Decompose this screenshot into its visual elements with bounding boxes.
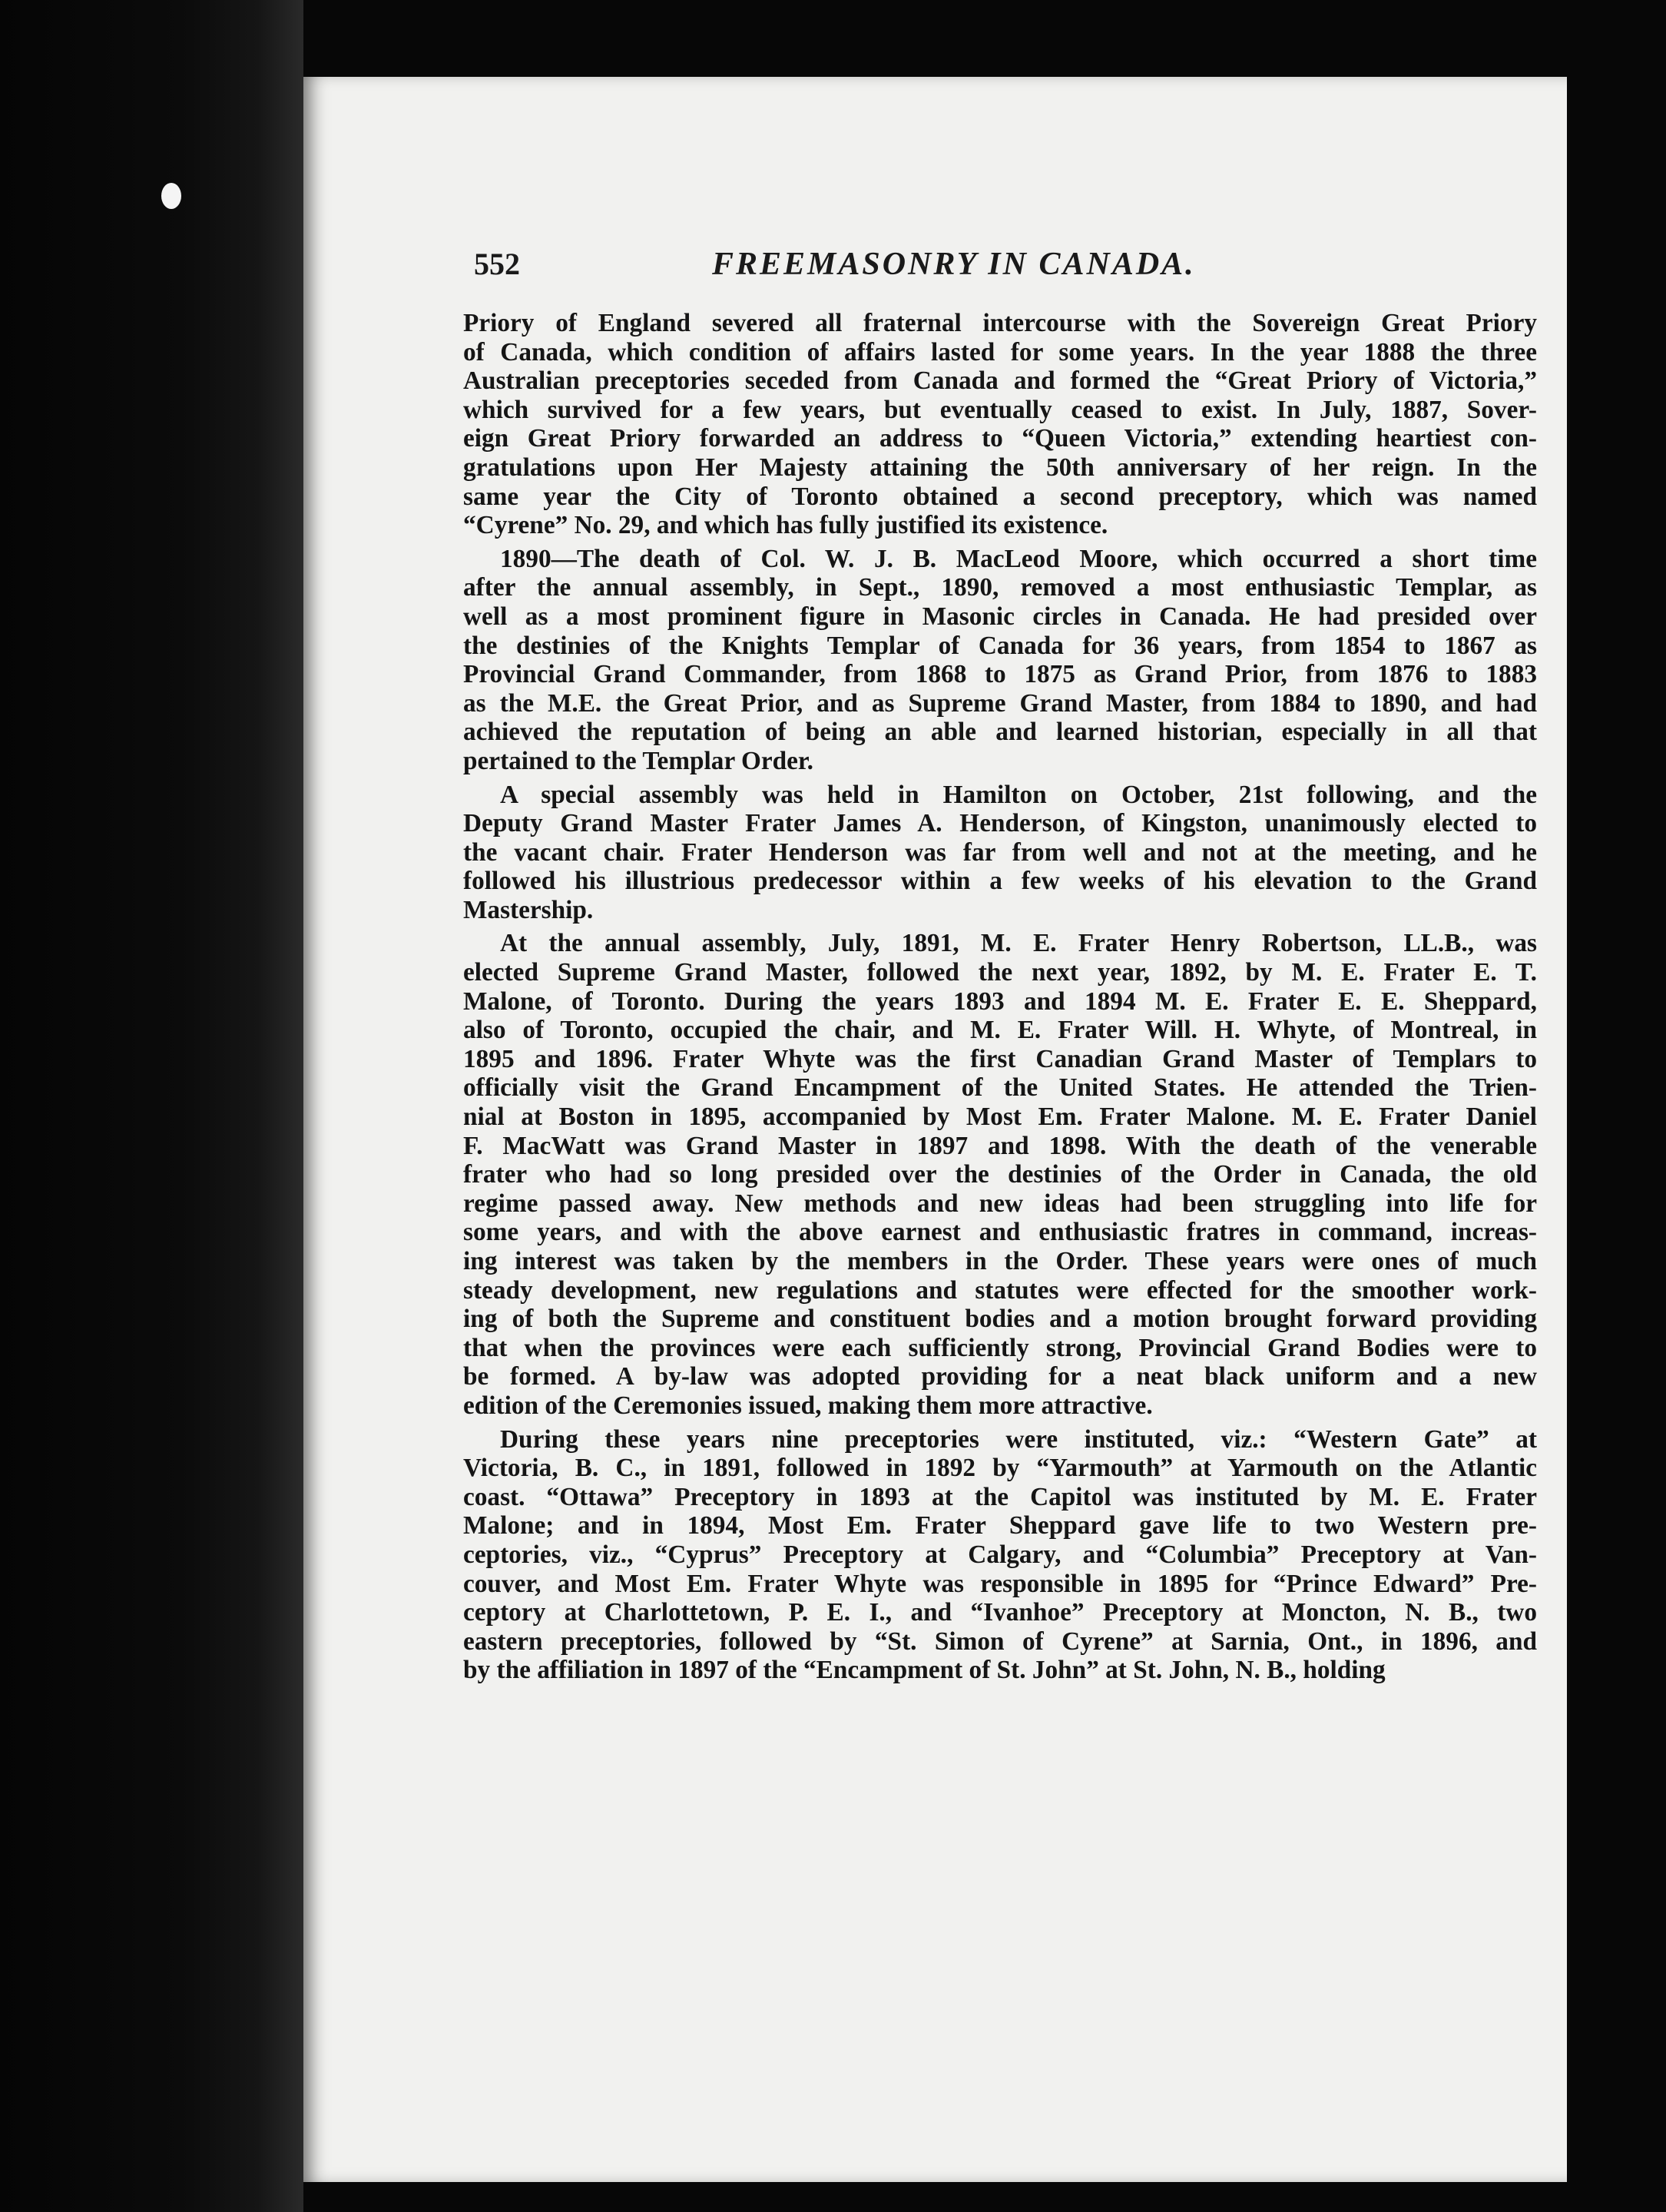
running-head: FREEMASONRY IN CANADA. <box>712 247 1196 282</box>
text-line: the destinies of the Knights Templar of Canada for 36 years, from 1854 to 1867 as <box>463 631 1537 660</box>
text-line: officially visit the Grand Encampment of the United States. He attended the Trien- <box>463 1073 1537 1103</box>
text-line: achieved the reputation of being an able and learned historian, especially in all that <box>463 718 1537 747</box>
text-line: after the annual assembly, in Sept., 1890, removed a most enthusiastic Templar, as <box>463 573 1537 602</box>
text-line: couver, and Most Em. Frater Whyte was responsible in 1895 for “Prince Edward” Pre- <box>463 1569 1537 1598</box>
text-line: A special assembly was held in Hamilton on October, 21st following, and the <box>500 780 1537 809</box>
text-line: Malone; and in 1894, Most Em. Frater Sheppard gave life to two Western pre- <box>463 1511 1537 1540</box>
text-line: “Cyrene” No. 29, and which has fully justified its existence. <box>463 511 1108 540</box>
punch-hole <box>161 183 181 209</box>
text-line: edition of the Ceremonies issued, making them more attractive. <box>463 1391 1153 1420</box>
paragraph <box>463 1425 1537 1685</box>
text-line: Deputy Grand Master Frater James A. Henderson, of Kingston, unanimously elected to <box>463 809 1537 838</box>
paragraph <box>463 309 1537 540</box>
text-line: elected Supreme Grand Master, followed the next year, 1892, by M. E. Frater E. T. <box>463 958 1537 987</box>
text-line: 1890—The death of Col. W. J. B. MacLeod Moore, which occurred a short time <box>500 544 1537 573</box>
book-page <box>303 77 1567 2182</box>
text-line: that when the provinces were each sufficiently strong, Provincial Grand Bodies were to <box>463 1333 1537 1362</box>
text-line: regime passed away. New methods and new ideas had been struggling into life for <box>463 1189 1537 1218</box>
text-line: gratulations upon Her Majesty attaining the 50th anniversary of her reign. In the <box>463 453 1537 482</box>
text-line: of Canada, which condition of affairs lasted for some years. In the year 1888 the three <box>463 337 1537 366</box>
text-line: followed his illustrious predecessor within a few weeks of his elevation to the Grand <box>463 867 1537 896</box>
text-line: by the affiliation in 1897 of the “Encampment of St. John” at St. John, N. B., holding <box>463 1656 1386 1685</box>
text-line: ing of both the Supreme and constituent bodies and a motion brought forward providing <box>463 1305 1537 1334</box>
text-line: well as a most prominent figure in Masonic circles in Canada. He had presided over <box>463 602 1537 631</box>
paragraph <box>463 929 1537 1420</box>
text-line: same year the City of Toronto obtained a second preceptory, which was named <box>463 482 1537 511</box>
text-line: be formed. A by-law was adopted providing for a neat black uniform and a new <box>463 1362 1537 1391</box>
text-line: as the M.E. the Great Prior, and as Supreme Grand Master, from 1884 to 1890, and had <box>463 688 1537 718</box>
paragraph <box>463 781 1537 925</box>
text-line: Mastership. <box>463 895 594 924</box>
text-line: 1895 and 1896. Frater Whyte was the first Canadian Grand Master of Templars to <box>463 1044 1537 1073</box>
text-line: F. MacWatt was Grand Master in 1897 and 1898. With the death of the venerable <box>463 1131 1537 1160</box>
text-line: Victoria, B. C., in 1891, followed in 1892 by “Yarmouth” at Yarmouth on the Atlantic <box>463 1454 1537 1483</box>
paragraph <box>463 545 1537 776</box>
text-line: Priory of England severed all fraternal intercourse with the Sovereign Great Priory <box>463 309 1537 337</box>
body-text <box>463 309 1537 1685</box>
text-line: frater who had so long presided over the destinies of the Order in Canada, the old <box>463 1160 1537 1189</box>
text-line: ing interest was taken by the members in the Order. These years were ones of much <box>463 1247 1537 1275</box>
text-line: the vacant chair. Frater Henderson was far from well and not at the meeting, and he <box>463 837 1537 867</box>
text-line: ceptory at Charlottetown, P. E. I., and “Ivanhoe” Preceptory at Moncton, N. B., two <box>463 1598 1537 1627</box>
text-line: some years, and with the above earnest and enthusiastic fratres in command, increas- <box>463 1218 1537 1247</box>
book-binding-edge <box>0 0 303 2212</box>
text-line: eign Great Priory forwarded an address to “Queen Victoria,” extending heartiest con- <box>463 424 1537 453</box>
text-line: During these years nine preceptories were instituted, viz.: “Western Gate” at <box>500 1424 1537 1454</box>
text-line: At the annual assembly, July, 1891, M. E. Frater Henry Robertson, LL.B., was <box>500 929 1537 958</box>
text-line: pertained to the Templar Order. <box>463 746 813 775</box>
page-header <box>474 246 1521 292</box>
text-line: Australian preceptories seceded from Canada and formed the “Great Priory of Victoria,” <box>463 366 1537 396</box>
text-line: which survived for a few years, but eventually ceased to exist. In July, 1887, Sover- <box>463 395 1537 424</box>
text-line: Malone, of Toronto. During the years 1893 and 1894 M. E. Frater E. E. Sheppard, <box>463 987 1537 1016</box>
text-line: Provincial Grand Commander, from 1868 to 1875 as Grand Prior, from 1876 to 1883 <box>463 660 1537 689</box>
text-line: eastern preceptories, followed by “St. Simon of Cyrene” at Sarnia, Ont., in 1896, and <box>463 1627 1537 1656</box>
text-line: nial at Boston in 1895, accompanied by Most Em. Frater Malone. M. E. Frater Daniel <box>463 1103 1537 1132</box>
text-line: ceptories, viz., “Cyprus” Preceptory at Calgary, and “Columbia” Preceptory at Van- <box>463 1540 1537 1569</box>
text-line: steady development, new regulations and statutes were effected for the smoother work- <box>463 1275 1537 1305</box>
page-number: 552 <box>474 247 520 281</box>
text-line: coast. “Ottawa” Preceptory in 1893 at the Capitol was instituted by M. E. Frater <box>463 1482 1537 1511</box>
text-line: also of Toronto, occupied the chair, and M. E. Frater Will. H. Whyte, of Montreal, in <box>463 1016 1537 1045</box>
